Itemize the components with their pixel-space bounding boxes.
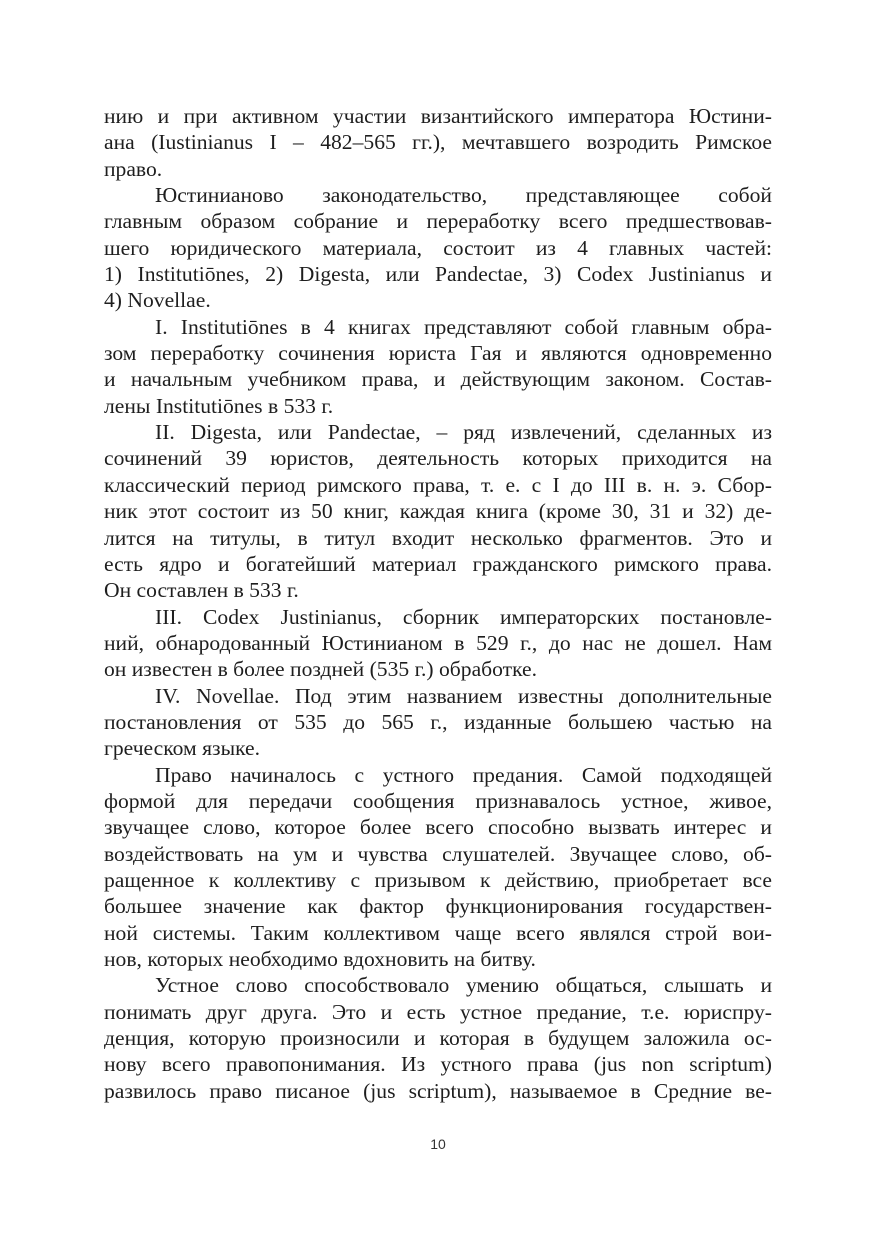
text-line: лится на титулы, в титул входит несколько фрагментов. Это и	[104, 525, 772, 550]
text-line: денция, которую произносили и которая в будущем заложила ос-	[104, 1026, 772, 1051]
text-line: ной системы. Таким коллективом чаще всего являлся строй вои-	[104, 920, 772, 945]
text-line: Право начиналось с устного предания. Самой подходящей	[155, 762, 772, 787]
text-line: нову всего правопонимания. Из устного права (jus non scriptum)	[104, 1052, 772, 1077]
text-line: Юстинианово законодательство, представляющее собой	[155, 183, 772, 208]
paragraph-4	[104, 419, 772, 603]
text-line: Устное слово способствовало умению общаться, слышать и	[155, 973, 772, 998]
text-line: постановления от 535 до 565 г., изданные большею частью на	[104, 709, 772, 734]
text-line: ана (Iustinianus I – 482–565 гг.), мечтавшего возродить Римское	[104, 130, 772, 155]
text-line: формой для передачи сообщения признавалось устное, живое,	[104, 788, 772, 813]
text-line: греческом языке.	[104, 736, 261, 761]
text-line: шего юридического материала, состоит из 4 главных частей:	[104, 235, 772, 260]
text-line: 1) Institutiōnes, 2) Digesta, или Pandectae, 3) Codex Justinianus и	[104, 262, 772, 287]
text-line: 4) Novellae.	[104, 288, 211, 313]
text-line: воздействовать на ум и чувства слушателей. Звучащее слово, об-	[104, 841, 772, 866]
text-line: нов, которых необходимо вдохновить на битву.	[104, 947, 536, 971]
text-line: ращенное к коллективу с призывом к действию, приобретает все	[104, 867, 772, 892]
document-body	[104, 103, 772, 1104]
page-number: 10	[430, 1136, 446, 1152]
text-line: ний, обнародованный Юстинианом в 529 г., до нас не дошел. Нам	[104, 630, 772, 655]
text-line: право.	[104, 156, 163, 181]
text-line: Он составлен в 533 г.	[104, 578, 299, 603]
text-line: большее значение как фактор функционирования государствен-	[104, 894, 772, 919]
paragraph-7	[104, 762, 772, 973]
text-line: главным образом собрание и переработку всего предшествовав-	[104, 209, 772, 234]
text-line: лены Institutiōnes в 533 г.	[104, 393, 334, 418]
text-line: он известен в более поздней (535 г.) обработке.	[104, 657, 538, 682]
paragraph-8	[104, 972, 772, 1104]
text-line: IV. Novellae. Под этим названием известны дополнительные	[155, 683, 772, 708]
text-line: III. Codex Justinianus, сборник императорских постановле-	[155, 604, 772, 629]
text-line: зом переработку сочинения юриста Гая и являются одновременно	[104, 341, 772, 366]
text-line: нию и при активном участии византийского императора Юстини-	[104, 104, 772, 128]
text-line: классический период римского права, т. е. с I до III в. н. э. Сбор-	[104, 472, 772, 497]
text-line: понимать друг друга. Это и есть устное предание, т.е. юриспру-	[104, 999, 772, 1024]
paragraph-1	[104, 103, 772, 182]
text-line: сочинений 39 юристов, деятельность которых приходится на	[104, 446, 772, 471]
text-line: II. Digesta, или Pandectae, – ряд извлечений, сделанных из	[155, 420, 772, 445]
text-line: и начальным учебником права, и действующим законом. Состав-	[104, 367, 772, 392]
text-line: есть ядро и богатейший материал гражданского римского права.	[104, 551, 772, 576]
text-line: развилось право писаное (jus scriptum), называемое в Средние ве-	[104, 1078, 772, 1103]
paragraph-5	[104, 604, 772, 683]
paragraph-6	[104, 683, 772, 762]
text-line: I. Institutiōnes в 4 книгах представляют собой главным обра-	[155, 314, 772, 339]
text-line: звучащее слово, которое более всего способно вызвать интерес и	[104, 815, 772, 840]
paragraph-2	[104, 182, 772, 314]
paragraph-3	[104, 314, 772, 419]
text-line: ник этот состоит из 50 книг, каждая книга (кроме 30, 31 и 32) де-	[104, 499, 772, 524]
